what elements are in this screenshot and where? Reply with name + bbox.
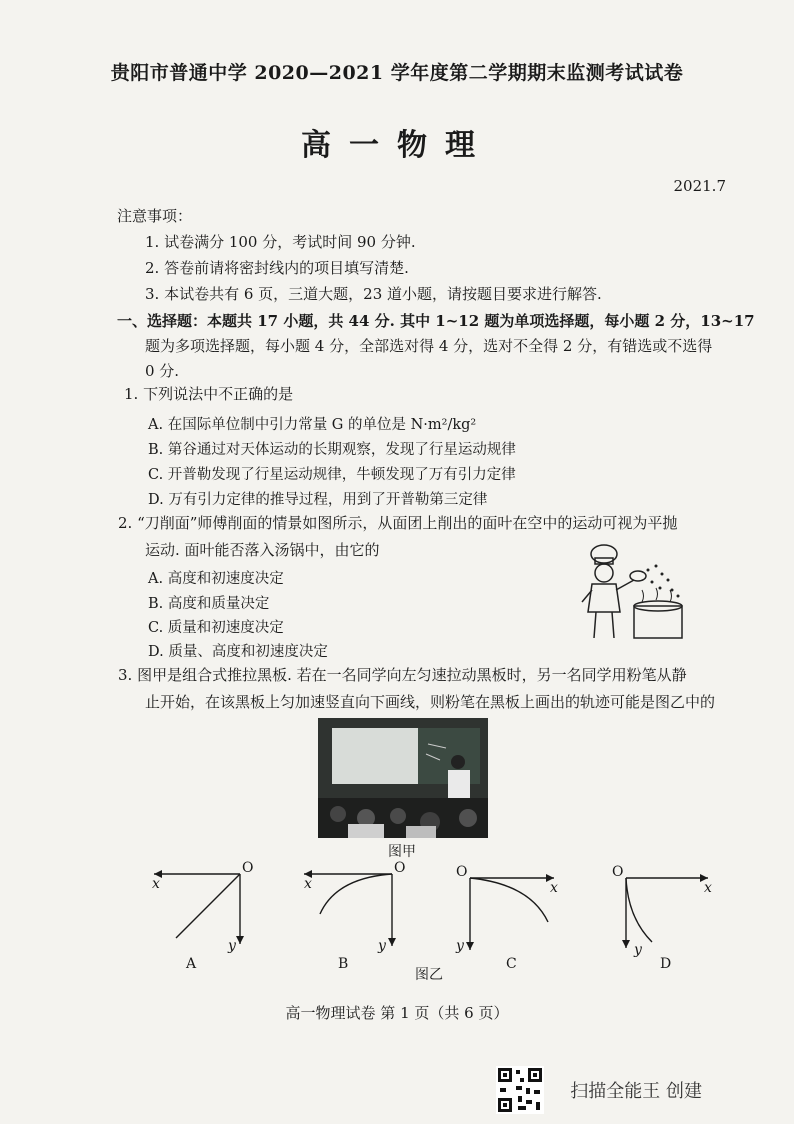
- qr-code-icon: [496, 1066, 544, 1114]
- q1-stem: 1. 下列说法中不正确的是: [124, 385, 294, 403]
- subject-title: 高一物理: [301, 128, 493, 163]
- section1-line: 题为多项选择题，每小题 4 分，全部选对得 4 分，选对不全得 2 分，有错选或不选得: [145, 337, 713, 355]
- figure-yi-caption: 图乙: [415, 967, 443, 983]
- q2-option-d: D. 质量、高度和初速度决定: [148, 644, 328, 660]
- section1-line: 一、选择题：本题共 17 小题，共 44 分. 其中 1~12 题为单项选择题，每小题 2 分，13~17: [117, 312, 755, 330]
- graph-d-x: x: [704, 880, 712, 896]
- page-footer: 高一物理试卷 第 1 页（共 6 页）: [285, 1004, 509, 1022]
- graph-a-x: x: [152, 876, 160, 892]
- graph-d-label: D: [660, 956, 672, 972]
- graph-b-label: B: [338, 956, 349, 972]
- chef-illustration: [574, 540, 692, 648]
- graph-c: [455, 864, 558, 972]
- graph-c-x: x: [550, 880, 558, 896]
- graph-a: [152, 860, 253, 972]
- q1-option-d: D. 万有引力定律的推导过程，用到了开普勒第三定律: [148, 492, 488, 508]
- graph-d-y: y: [634, 942, 642, 958]
- q2-option-a: A. 高度和初速度决定: [148, 571, 284, 587]
- q1-option-a: A. 在国际单位制中引力常量 G 的单位是 N·m²/kg²: [148, 417, 477, 433]
- q2-option-b: B. 高度和质量决定: [148, 596, 270, 612]
- scanner-watermark: 扫描全能王 创建: [570, 1081, 702, 1102]
- blackboard-photo: [318, 718, 488, 838]
- graph-c-label: C: [506, 956, 517, 972]
- q2-stem-cont: 运动. 面叶能否落入汤锅中，由它的: [145, 541, 380, 559]
- graph-b-origin: O: [394, 860, 406, 876]
- graph-c-origin: O: [456, 864, 468, 880]
- figure-jia-caption: 图甲: [388, 844, 416, 860]
- graph-b-x: x: [304, 876, 312, 892]
- note-item: 3. 本试卷共有 6 页，三道大题，23 道小题，请按题目要求进行解答.: [145, 285, 602, 303]
- graph-d: [612, 864, 712, 972]
- q1-option-c: C. 开普勒发现了行星运动规律，牛顿发现了万有引力定律: [148, 467, 516, 483]
- q3-stem-cont: 止开始，在该黑板上匀加速竖直向下画线，则粉笔在黑板上画出的轨迹可能是图乙中的: [145, 693, 716, 711]
- graph-a-y: y: [228, 938, 236, 954]
- q3-stem: 3. 图甲是组合式推拉黑板. 若在一名同学向左匀速拉动黑板时，另一名同学用粉笔从静: [118, 666, 687, 684]
- notes-heading: 注意事项：: [117, 207, 193, 225]
- graph-b-y: y: [378, 938, 386, 954]
- exam-date: 2021.7: [673, 177, 726, 195]
- q1-option-b: B. 第谷通过对天体运动的长期观察，发现了行星运动规律: [148, 442, 516, 458]
- exam-title: 贵阳市普通中学 2020—2021 学年度第二学期期末监测考试试卷: [110, 62, 684, 84]
- section1-line: 0 分.: [145, 362, 180, 380]
- note-item: 2. 答卷前请将密封线内的项目填写清楚.: [145, 259, 409, 277]
- graph-d-origin: O: [612, 864, 624, 880]
- graph-c-y: y: [456, 938, 464, 954]
- graph-b: [304, 860, 405, 972]
- q2-option-c: C. 质量和初速度决定: [148, 620, 284, 636]
- q2-stem: 2. “刀削面”师傅削面的情景如图所示，从面团上削出的面叶在空中的运动可视为平抛: [118, 514, 678, 532]
- graph-a-origin: O: [242, 860, 254, 876]
- graph-a-label: A: [186, 956, 197, 972]
- note-item: 1. 试卷满分 100 分，考试时间 90 分钟.: [145, 233, 416, 251]
